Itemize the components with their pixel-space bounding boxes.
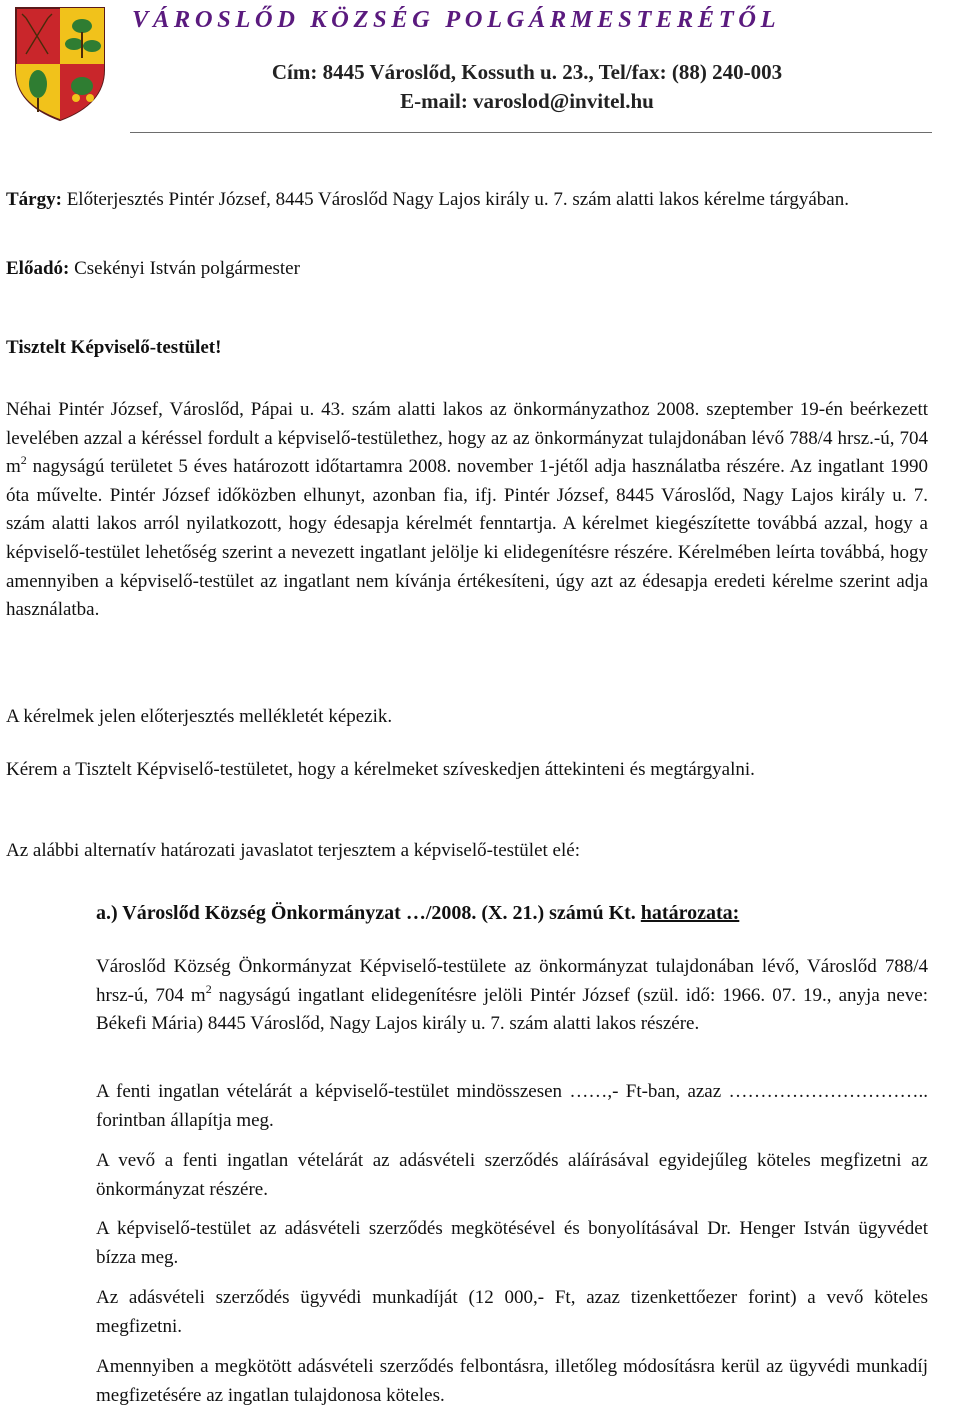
coat-of-arms-icon	[12, 4, 108, 122]
letterhead-address: Cím: 8445 Városlőd, Kossuth u. 23., Tel/fax: (88) 240-003	[271, 60, 783, 84]
superscript-2: 2	[205, 981, 212, 996]
resolution-heading-text: a.) Városlőd Község Önkormányzat …/2008. (X. 21.) számú Kt.	[96, 902, 636, 924]
subject-line	[6, 186, 928, 215]
body-p1-part-b: nagyságú területet 5 éves határozott időtartamra 2008. november 1-jétől adja használatba részére. Az ingatlant 1990 óta művelte. Pintér József időközben elhunyt, azonban fia, ifj. Pintér József, 8445 Városlőd, Nagy Lajos király u. 7. szám alatti lakos arról nyilatkozott, hogy édesapja kérelmét fenntartja. A kérelmet kiegészítette továbbá azzal, hogy a képviselő-testület lehetőség szerint a nevezett ingatlant jelölje ki elidegenítésre részére. Kérelmében leírta továbbá, hogy amennyiben a képviselő-testület az ingatlant nem kívánja értékesíteni, úgy azt az édesapja eredeti kérelme szerint adja használatba.	[6, 456, 928, 621]
municipal-coat-of-arms	[12, 4, 108, 122]
letterhead-email: E-mail: varoslod@invitel.hu	[400, 89, 654, 113]
resolution-r1-part-b: nagyságú ingatlant elidegenítésre jelöli Pintér József (szül. idő: 1966. 07. 19., anyja neve: Békefi Mária) 8445 Városlőd, Nagy Lajos király u. 7. szám alatti lakos részére.	[96, 984, 928, 1035]
resolution-paragraph-5: Az adásvételi szerződés ügyvédi munkadíját (12 000,- Ft, azaz tizenkettőezer forint) a vevő köteles megfizetni.	[96, 1287, 928, 1337]
presenter-line	[6, 255, 928, 284]
header-divider	[130, 132, 932, 133]
resolution-heading	[96, 902, 739, 925]
presenter-label: Előadó:	[6, 258, 70, 279]
resolution-heading-underlined: határozata:	[640, 902, 740, 924]
body-paragraph-1	[6, 396, 928, 625]
body-p1-part-a: Néhai Pintér József, Városlőd, Pápai u. 43. szám alatti lakos az önkormányzathoz 2008. szeptember 19-én beérkezett levelében azzal a kéréssel fordult a képviselő-testülethez, hogy az az önkormányzat tulajdonában lévő 788/4 hrsz.-ú, 704 m	[6, 399, 928, 478]
resolution-paragraph-1	[96, 953, 928, 1039]
resolution-paragraph-3: A vevő a fenti ingatlan vételárát az adásvételi szerződés aláírásával egyidejűleg köteles megfizetni az önkormányzat részére.	[96, 1150, 928, 1200]
resolution-paragraph-4: A képviselő-testület az adásvételi szerződés megkötésével és bonyolításával Dr. Henger István ügyvédet bízza meg.	[96, 1218, 928, 1268]
subject-text: Előterjesztés Pintér József, 8445 Városlőd Nagy Lajos király u. 7. szám alatti lakos kérelme tárgyában.	[66, 189, 849, 210]
resolution-paragraph-6: Amennyiben a megkötött adásvételi szerződés felbontásra, illetőleg módosításra kerül az ügyvédi munkadíj megfizetésére az ingatlan tulajdonosa köteles.	[96, 1356, 928, 1406]
superscript-2: 2	[20, 453, 27, 468]
letterhead-title: VÁROSLŐD KÖZSÉG POLGÁRMESTERÉTŐL	[132, 6, 781, 33]
body-paragraph-4: Az alábbi alternatív határozati javaslatot terjesztem a képviselő-testület elé:	[6, 840, 580, 861]
body-paragraph-2: A kérelmek jelen előterjesztés mellékletét képezik.	[6, 706, 393, 727]
resolution-r1-part-a: Városlőd Község Önkormányzat Képviselő-testülete az önkormányzat tulajdonában lévő, Városlőd 788/4 hrsz-ú, 704 m	[96, 956, 928, 1006]
salutation: Tisztelt Képviselő-testület!	[6, 337, 222, 358]
presenter-text: Csekényi István polgármester	[74, 258, 300, 279]
subject-label: Tárgy:	[6, 189, 62, 210]
resolution-paragraph-2: A fenti ingatlan vételárát a képviselő-testület mindösszesen ……,- Ft-ban, azaz ………………………….. forintban állapítja meg.	[96, 1081, 928, 1131]
body-paragraph-3: Kérem a Tisztelt Képviselő-testületet, hogy a kérelmeket szíveskedjen áttekinteni és megtárgyalni.	[6, 759, 755, 780]
